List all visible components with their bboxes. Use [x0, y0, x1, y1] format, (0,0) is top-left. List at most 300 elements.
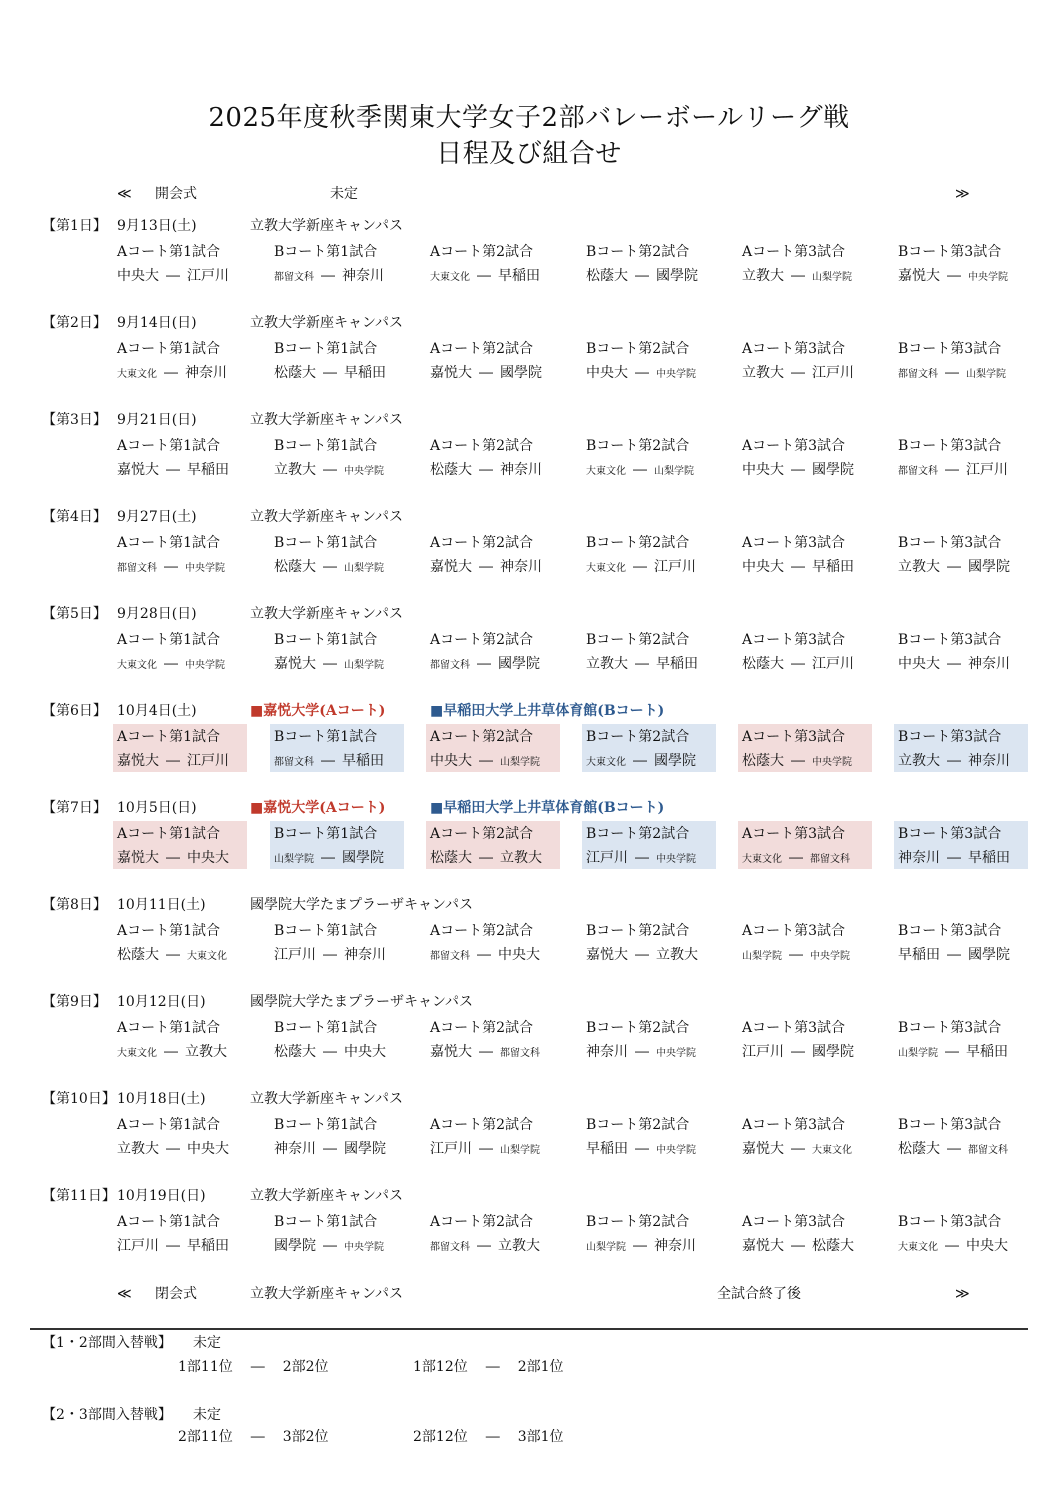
day-venue-b: ■早稲田大学上井草体育館(Bコート)	[430, 800, 665, 816]
home-team: 都留文科	[274, 757, 314, 768]
match-cell	[426, 724, 560, 772]
court-label: Aコート第1試合	[117, 923, 221, 939]
home-team: 嘉悦大	[117, 462, 159, 478]
home-team: 山梨学院	[742, 951, 782, 962]
match-pairing	[117, 265, 229, 287]
match-cell	[738, 1209, 872, 1257]
court-label: Aコート第3試合	[742, 1214, 846, 1230]
home-team: 嘉悦大	[430, 1044, 472, 1060]
match-pairing	[430, 1138, 540, 1162]
exchange-1-pair-2: 1部12位 ― 2部1位	[413, 1359, 564, 1375]
home-team: 江戸川	[117, 1238, 159, 1254]
match-pairing	[430, 944, 540, 968]
home-team: 江戸川	[586, 850, 628, 866]
versus-dash: ―	[166, 947, 180, 963]
match-cell	[894, 336, 1028, 384]
day-date: 9月28日(日)	[117, 606, 197, 622]
court-label: Aコート第1試合	[117, 535, 221, 551]
home-team: 立教大	[742, 268, 784, 284]
match-cell	[426, 1112, 560, 1160]
day-date: 9月21日(日)	[117, 412, 197, 428]
away-team: 中央学院	[656, 1048, 696, 1059]
day-venue: 立教大学新座キャンパス	[250, 315, 404, 331]
versus-dash: ―	[947, 268, 961, 284]
home-team: 神奈川	[898, 850, 940, 866]
closing-ceremony	[0, 1283, 1058, 1305]
home-team: 嘉悦大	[117, 850, 159, 866]
day-header	[0, 700, 1058, 722]
home-team: 松蔭大	[430, 462, 472, 478]
match-pairing	[898, 265, 1008, 289]
home-team: 立教大	[898, 559, 940, 575]
match-cell	[738, 239, 872, 287]
away-team: 山梨学院	[500, 1145, 540, 1156]
match-cell	[738, 530, 872, 578]
match-cell	[113, 239, 247, 287]
home-team: 都留文科	[117, 563, 157, 574]
home-team: 大東文化	[430, 272, 470, 283]
day-label: 【第8日】	[42, 897, 107, 913]
away-team: 早稲田	[344, 365, 386, 381]
versus-dash: ―	[633, 462, 647, 478]
match-cell	[270, 1015, 404, 1063]
match-cell	[582, 530, 716, 578]
versus-dash: ―	[479, 1141, 493, 1157]
home-team: 立教大	[274, 462, 316, 478]
home-team: 立教大	[586, 656, 628, 672]
match-cell	[426, 627, 560, 675]
exchange-1-label: 【1・2部間入替戦】	[42, 1335, 172, 1351]
match-pairing	[117, 847, 229, 869]
away-team: 江戸川	[966, 462, 1008, 478]
day-header	[0, 409, 1058, 431]
match-cell	[270, 239, 404, 287]
court-label: Aコート第3試合	[742, 1117, 846, 1133]
away-team: 中央大	[344, 1044, 386, 1060]
court-label: Aコート第1試合	[117, 341, 221, 357]
team: 2部2位	[282, 1359, 329, 1375]
day-label: 【第11日】	[42, 1188, 116, 1204]
day-block	[0, 409, 1058, 493]
match-cell	[894, 627, 1028, 675]
day-date: 10月19日(日)	[117, 1188, 206, 1204]
day-header	[0, 215, 1058, 237]
court-label: Bコート第3試合	[898, 1214, 1002, 1230]
versus-dash: ―	[633, 1238, 647, 1254]
day-venue: 國學院大学たまプラーザキャンパス	[250, 897, 474, 913]
match-pairing	[898, 653, 1010, 675]
away-team: 早稲田	[656, 656, 698, 672]
home-team: 山梨学院	[274, 854, 314, 865]
home-team: 都留文科	[430, 951, 470, 962]
home-team: 中央大	[117, 268, 159, 284]
opening-ceremony	[0, 183, 1058, 205]
home-team: 神奈川	[274, 1141, 316, 1157]
away-team: 國學院	[656, 268, 698, 284]
match-cell	[582, 239, 716, 287]
day-venue: 立教大学新座キャンパス	[250, 509, 404, 525]
court-label: Bコート第2試合	[586, 632, 690, 648]
match-cell	[113, 530, 247, 578]
day-date: 10月18日(土)	[117, 1091, 206, 1107]
day-header	[0, 797, 1058, 819]
court-label: Aコート第2試合	[430, 438, 534, 454]
home-team: 都留文科	[274, 272, 314, 283]
home-team: 中央大	[898, 656, 940, 672]
team: 2部11位	[178, 1429, 233, 1445]
match-pairing	[898, 944, 1010, 966]
match-pairing	[586, 750, 696, 774]
match-cell	[426, 918, 560, 966]
court-label: Bコート第3試合	[898, 1117, 1002, 1133]
away-team: 山梨学院	[812, 272, 852, 283]
match-cell	[426, 433, 560, 481]
away-team: 中央大	[187, 1141, 229, 1157]
match-cell	[582, 336, 716, 384]
away-team: 國學院	[812, 1044, 854, 1060]
day-label: 【第6日】	[42, 703, 107, 719]
match-pairing	[586, 1138, 696, 1162]
court-label: Bコート第1試合	[274, 1214, 378, 1230]
versus-dash: ―	[791, 656, 805, 672]
match-cell	[738, 336, 872, 384]
day-date: 10月5日(日)	[117, 800, 197, 816]
court-label: Aコート第3試合	[742, 923, 846, 939]
match-pairing	[117, 653, 225, 677]
match-pairing	[742, 847, 850, 871]
away-team: 國學院	[812, 462, 854, 478]
court-label: Bコート第1試合	[274, 1117, 378, 1133]
versus-dash: ―	[477, 268, 491, 284]
away-team: 早稲田	[968, 850, 1010, 866]
home-team: 都留文科	[898, 466, 938, 477]
court-label: Bコート第1試合	[274, 341, 378, 357]
match-cell	[113, 336, 247, 384]
court-label: Bコート第1試合	[274, 826, 378, 842]
day-block	[0, 894, 1058, 978]
match-pairing	[742, 944, 850, 968]
match-pairing	[742, 750, 852, 774]
match-cell	[113, 433, 247, 481]
versus-dash: ―	[945, 1238, 959, 1254]
match-pairing	[274, 459, 384, 483]
day-header	[0, 312, 1058, 334]
court-label: Aコート第3試合	[742, 341, 846, 357]
court-label: Aコート第3試合	[742, 244, 846, 260]
versus-dash: ―	[479, 753, 493, 769]
day-date: 9月27日(土)	[117, 509, 197, 525]
court-label: Aコート第1試合	[117, 438, 221, 454]
away-team: 神奈川	[344, 947, 386, 963]
away-team: 山梨学院	[344, 563, 384, 574]
day-block	[0, 215, 1058, 299]
away-team: 早稲田	[966, 1044, 1008, 1060]
home-team: 中央大	[742, 462, 784, 478]
day-date: 10月4日(土)	[117, 703, 197, 719]
versus-dash: ―	[321, 268, 335, 284]
away-team: 立教大	[656, 947, 698, 963]
page-subtitle: 日程及び組合せ	[436, 139, 622, 169]
match-cell	[894, 724, 1028, 772]
match-pairing	[274, 1041, 386, 1063]
court-label: Bコート第2試合	[586, 1117, 690, 1133]
day-venue: 立教大学新座キャンパス	[250, 1091, 404, 1107]
versus-dash: ―	[789, 850, 803, 866]
match-pairing	[742, 459, 854, 481]
match-pairing	[898, 1138, 1008, 1162]
versus-dash: ―	[947, 559, 961, 575]
court-label: Aコート第2試合	[430, 632, 534, 648]
versus-dash: ―	[479, 850, 493, 866]
away-team: 國學院	[968, 559, 1010, 575]
match-pairing	[898, 847, 1010, 869]
day-header	[0, 1185, 1058, 1207]
away-team: 松蔭大	[812, 1238, 854, 1254]
match-pairing	[586, 653, 698, 675]
versus-dash: ―	[635, 850, 649, 866]
home-team: 大東文化	[117, 660, 157, 671]
court-label: Bコート第2試合	[586, 923, 690, 939]
away-team: 江戸川	[812, 365, 854, 381]
versus-dash: ―	[323, 462, 337, 478]
versus-dash: ―	[635, 365, 649, 381]
home-team: 都留文科	[430, 660, 470, 671]
closing-open-mark: ≪	[117, 1286, 132, 1302]
match-cell	[582, 918, 716, 966]
match-pairing	[117, 1041, 227, 1065]
day-block	[0, 506, 1058, 590]
exchange-1-pair-1: 1部11位 ― 2部2位	[178, 1359, 329, 1375]
day-label: 【第5日】	[42, 606, 107, 622]
closing-venue: 立教大学新座キャンパス	[250, 1286, 404, 1302]
home-team: 都留文科	[898, 369, 938, 380]
court-label: Bコート第3試合	[898, 341, 1002, 357]
home-team: 江戸川	[742, 1044, 784, 1060]
day-date: 10月12日(日)	[117, 994, 206, 1010]
away-team: 立教大	[498, 1238, 540, 1254]
court-label: Bコート第3試合	[898, 438, 1002, 454]
match-pairing	[117, 750, 229, 772]
away-team: 國學院	[968, 947, 1010, 963]
versus-dash: ―	[791, 1238, 805, 1254]
match-cell	[582, 1112, 716, 1160]
day-label: 【第10日】	[42, 1091, 116, 1107]
away-team: 江戸川	[187, 753, 229, 769]
versus-dash: ―	[791, 365, 805, 381]
court-label: Bコート第1試合	[274, 438, 378, 454]
match-pairing	[117, 459, 229, 481]
match-cell	[894, 530, 1028, 578]
away-team: 山梨学院	[500, 757, 540, 768]
match-pairing	[898, 556, 1010, 578]
court-label: Aコート第2試合	[430, 244, 534, 260]
away-team: 神奈川	[342, 268, 384, 284]
match-cell	[113, 1112, 247, 1160]
court-label: Aコート第2試合	[430, 535, 534, 551]
home-team: 嘉悦大	[117, 753, 159, 769]
versus-dash: ―	[633, 753, 647, 769]
versus-dash: ―	[635, 947, 649, 963]
home-team: 立教大	[117, 1141, 159, 1157]
away-team: 國學院	[500, 365, 542, 381]
away-team: 中央学院	[656, 1145, 696, 1156]
home-team: 松蔭大	[274, 365, 316, 381]
match-pairing	[430, 362, 542, 384]
away-team: 國學院	[654, 753, 696, 769]
away-team: 都留文科	[810, 854, 850, 865]
match-cell	[426, 1015, 560, 1063]
match-pairing	[117, 362, 227, 386]
versus-dash: ―	[635, 1141, 649, 1157]
match-pairing	[117, 1138, 229, 1160]
home-team: 嘉悦大	[742, 1141, 784, 1157]
court-label: Bコート第2試合	[586, 826, 690, 842]
court-label: Aコート第2試合	[430, 1020, 534, 1036]
versus-dash: ―	[164, 1044, 178, 1060]
away-team: 中央学院	[185, 563, 225, 574]
match-cell	[426, 821, 560, 869]
versus-dash: ―	[635, 1044, 649, 1060]
match-cell	[738, 918, 872, 966]
away-team: 神奈川	[500, 462, 542, 478]
match-cell	[113, 821, 247, 869]
match-cell	[113, 1015, 247, 1063]
court-label: Bコート第3試合	[898, 729, 1002, 745]
court-label: Aコート第2試合	[430, 1214, 534, 1230]
match-cell	[426, 336, 560, 384]
versus-dash: ―	[477, 656, 491, 672]
court-label: Bコート第3試合	[898, 535, 1002, 551]
away-team: 神奈川	[654, 1238, 696, 1254]
court-label: Aコート第2試合	[430, 1117, 534, 1133]
day-date: 9月14日(日)	[117, 315, 197, 331]
home-team: 立教大	[742, 365, 784, 381]
match-cell	[582, 1015, 716, 1063]
day-date: 10月11日(土)	[117, 897, 206, 913]
court-label: Bコート第2試合	[586, 729, 690, 745]
home-team: 大東文化	[586, 757, 626, 768]
match-pairing	[742, 265, 852, 289]
away-team: 中央学院	[656, 854, 696, 865]
day-venue: 立教大学新座キャンパス	[250, 218, 404, 234]
court-label: Aコート第2試合	[430, 729, 534, 745]
match-cell	[738, 1015, 872, 1063]
versus-dash: ―	[321, 753, 335, 769]
home-team: 早稲田	[586, 1141, 628, 1157]
home-team: 松蔭大	[742, 753, 784, 769]
court-label: Bコート第1試合	[274, 244, 378, 260]
court-label: Bコート第2試合	[586, 1214, 690, 1230]
match-cell	[426, 1209, 560, 1257]
opening-close-mark: ≫	[955, 186, 970, 202]
away-team: 中央大	[498, 947, 540, 963]
team: 1部12位	[413, 1359, 468, 1375]
court-label: Bコート第1試合	[274, 535, 378, 551]
versus-dash: ―	[323, 559, 337, 575]
day-block	[0, 797, 1058, 881]
away-team: 都留文科	[500, 1048, 540, 1059]
versus-dash: ―	[789, 947, 803, 963]
court-label: Aコート第3試合	[742, 1020, 846, 1036]
match-cell	[894, 1015, 1028, 1063]
match-cell	[270, 918, 404, 966]
away-team: 江戸川	[654, 559, 696, 575]
match-pairing	[274, 944, 386, 966]
match-pairing	[430, 556, 542, 578]
team: 2部1位	[517, 1359, 564, 1375]
exchange-2-pair-2: 2部12位 ― 3部1位	[413, 1429, 564, 1445]
day-header	[0, 1088, 1058, 1110]
versus-dash: ―	[635, 656, 649, 672]
court-label: Bコート第1試合	[274, 632, 378, 648]
closing-label: 閉会式	[155, 1286, 197, 1302]
match-pairing	[898, 1041, 1008, 1065]
versus-dash: ―	[164, 656, 178, 672]
home-team: 松蔭大	[898, 1141, 940, 1157]
versus-dash: ―	[791, 753, 805, 769]
court-label: Bコート第2試合	[586, 1020, 690, 1036]
day-label: 【第7日】	[42, 800, 107, 816]
match-pairing	[430, 750, 540, 774]
versus-dash: ―	[945, 365, 959, 381]
team: 3部2位	[282, 1429, 329, 1445]
exchange-2-note: 未定	[193, 1407, 221, 1423]
match-cell	[426, 239, 560, 287]
away-team: 國學院	[498, 656, 540, 672]
court-label: Bコート第2試合	[586, 341, 690, 357]
home-team: 松蔭大	[117, 947, 159, 963]
court-label: Bコート第2試合	[586, 438, 690, 454]
versus-dash: ―	[321, 850, 335, 866]
closing-close-mark: ≫	[955, 1286, 970, 1302]
match-cell	[582, 724, 716, 772]
match-cell	[738, 724, 872, 772]
away-team: 早稲田	[812, 559, 854, 575]
versus-dash: ―	[945, 462, 959, 478]
match-cell	[113, 1209, 247, 1257]
away-team: 中央学院	[968, 272, 1008, 283]
away-team: 神奈川	[968, 753, 1010, 769]
day-label: 【第3日】	[42, 412, 107, 428]
match-cell	[582, 1209, 716, 1257]
match-cell	[113, 627, 247, 675]
home-team: 嘉悦大	[430, 559, 472, 575]
home-team: 嘉悦大	[586, 947, 628, 963]
court-label: Aコート第3試合	[742, 438, 846, 454]
home-team: 松蔭大	[742, 656, 784, 672]
match-pairing	[117, 944, 227, 968]
match-cell	[738, 821, 872, 869]
day-venue: 立教大学新座キャンパス	[250, 1188, 404, 1204]
day-header	[0, 991, 1058, 1013]
versus-dash: ―	[323, 656, 337, 672]
home-team: 早稲田	[898, 947, 940, 963]
versus-dash: ―	[166, 268, 180, 284]
versus-dash: ―	[323, 1238, 337, 1254]
home-team: 大東文化	[586, 563, 626, 574]
match-pairing	[274, 362, 386, 384]
versus-dash: ―	[477, 1238, 491, 1254]
versus-dash: ―	[323, 365, 337, 381]
versus-dash: ―	[479, 462, 493, 478]
home-team: 大東文化	[898, 1242, 938, 1253]
away-team: 早稲田	[187, 462, 229, 478]
day-label: 【第9日】	[42, 994, 107, 1010]
home-team: 中央大	[586, 365, 628, 381]
versus-dash: ―	[479, 365, 493, 381]
team: 2部12位	[413, 1429, 468, 1445]
versus-dash: ―	[479, 559, 493, 575]
